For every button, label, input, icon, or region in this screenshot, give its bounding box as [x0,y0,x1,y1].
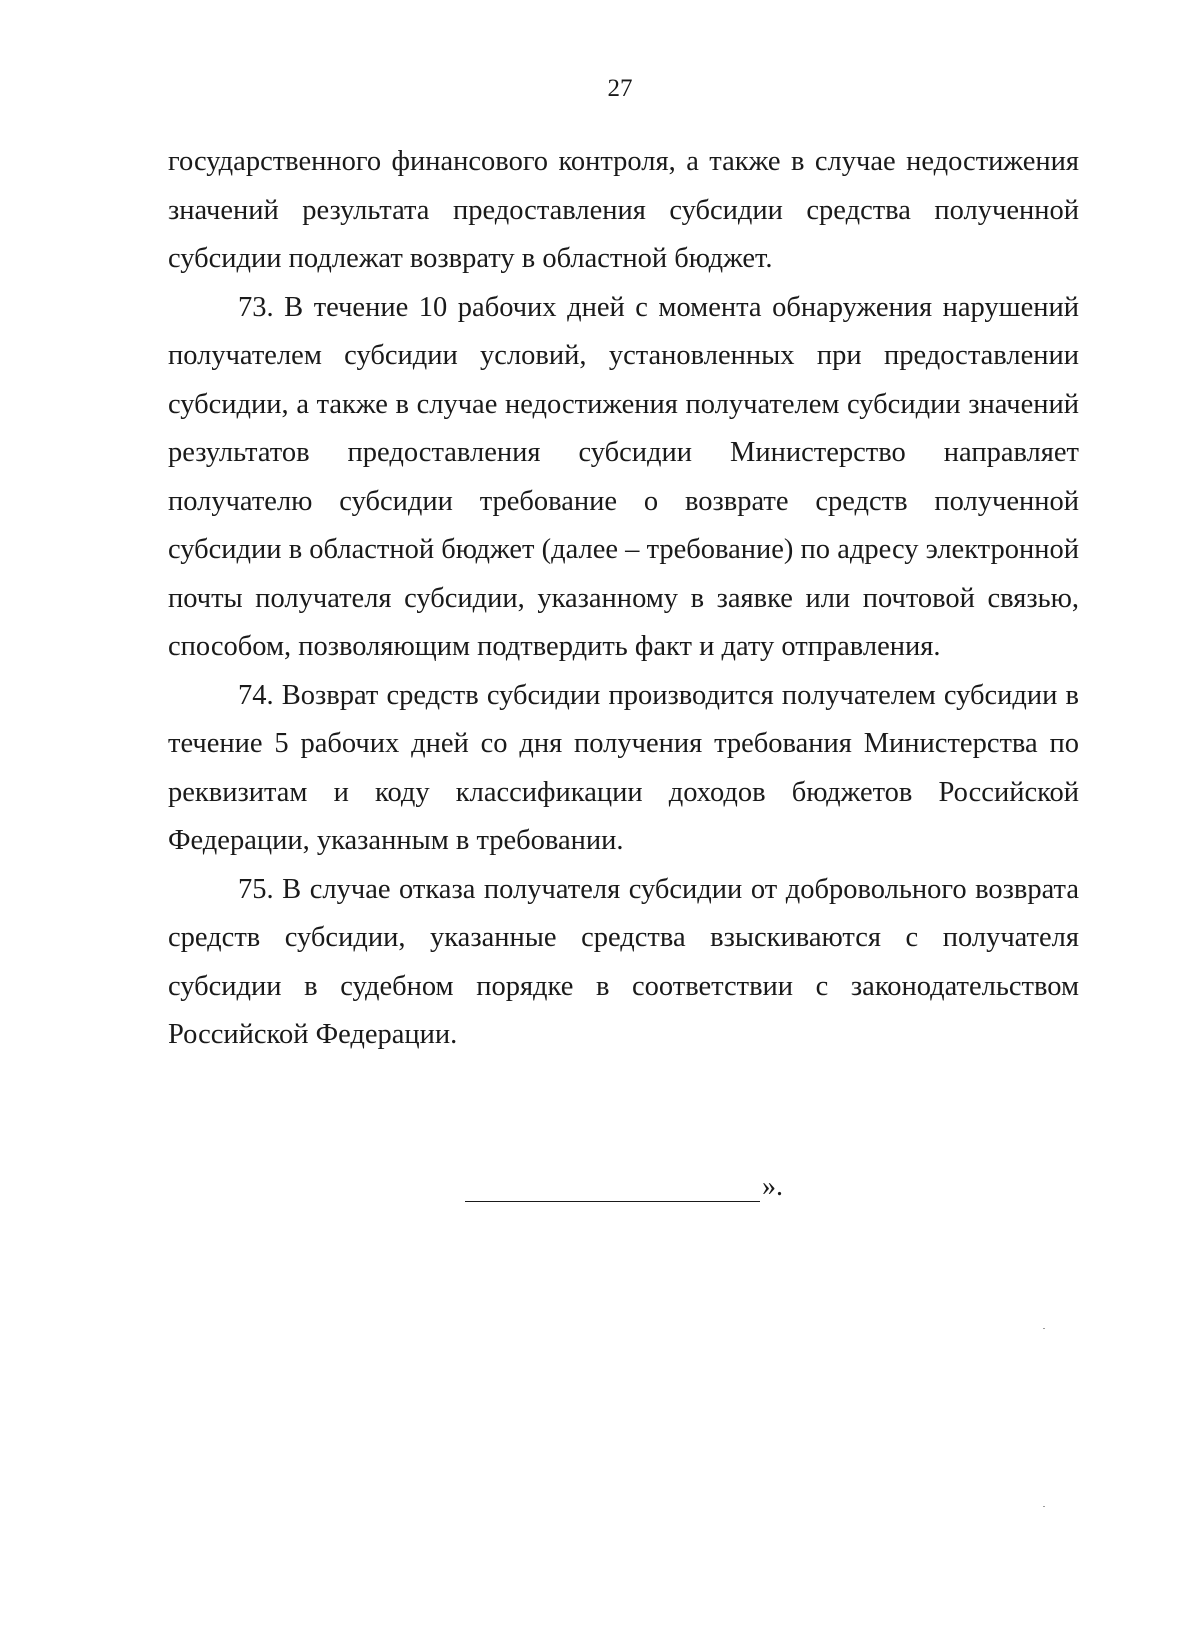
page-number: 27 [607,75,633,102]
document-body [168,138,1079,1060]
paragraph-73: 73. В течение 10 рабочих дней с момента обнаружения нарушений получателем субсидии условий, установленных при предоставлении субсидии, а также в случае недостижения получателем субсидии значений результатов предоставления субсидии Министерство направляет получателю субсидии требование о возврате средств полученной субсидии в областной бюджет (далее – требование) по адресу электронной почты получателя субсидии, указанному в заявке или почтовой связью, способом, позволяющим подтвердить факт и дату отправления. [168,291,1079,662]
scan-speck [1043,1506,1045,1507]
closing-quote-mark: ». [762,1171,783,1202]
scan-speck [1043,1328,1045,1329]
paragraph-75: 75. В случае отказа получателя субсидии от добровольного возврата средств субсидии, указанные средства взыскиваются с получателя субсидии в судебном порядке в соответствии с законодательством Российской Федерации. [168,873,1079,1050]
paragraph-continuation: государственного финансового контроля, а также в случае недостижения значений результата предоставления субсидии средства полученной субсидии подлежат возврату в областной бюджет. [168,146,1079,274]
paragraph-74: 74. Возврат средств субсидии производится получателем субсидии в течение 5 рабочих дней со дня получения требования Министерства по реквизитам и коду классификации доходов бюджетов Российской Федерации, указанным в требовании. [168,679,1079,856]
closing-underline [465,1175,760,1202]
closing-line [465,1162,783,1202]
